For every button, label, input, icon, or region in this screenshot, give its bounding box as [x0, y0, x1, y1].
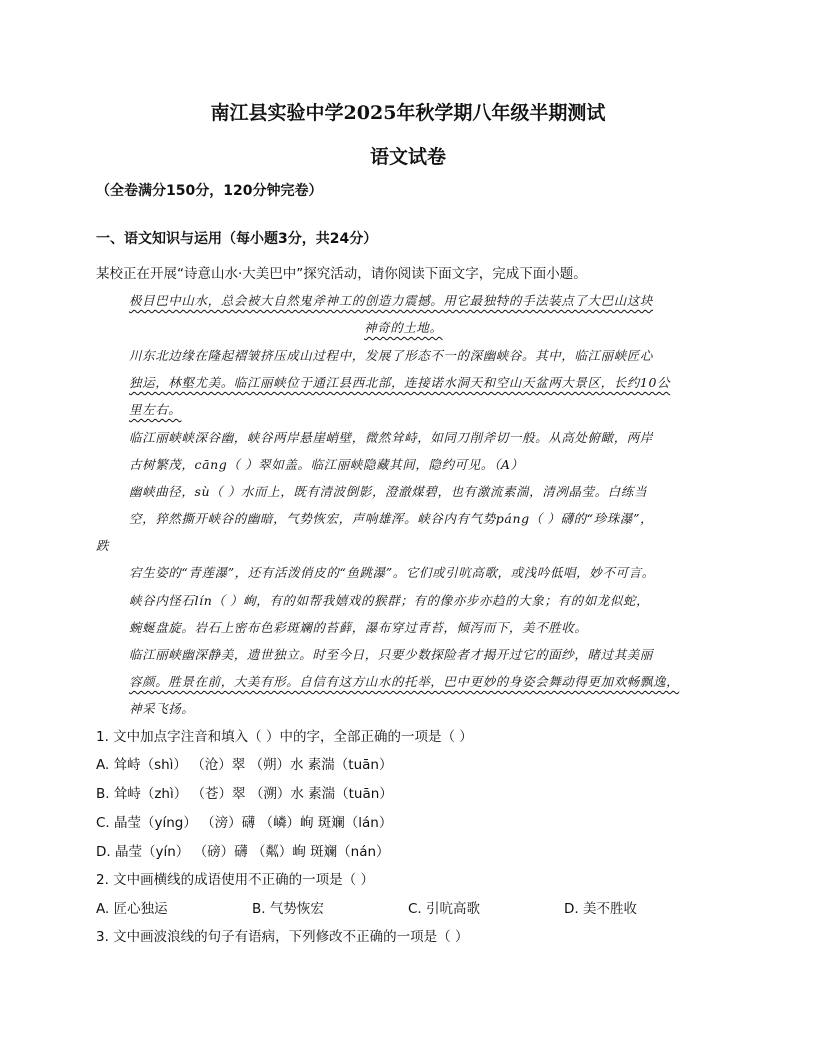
score-note: （全卷满分150分，120分钟完卷） — [96, 183, 323, 199]
passage-line: 古树繁茂，cāng（ ）翠如盖。临江丽峡隐藏其间，隐约可见。（A） — [129, 457, 524, 472]
question-1-option-d[interactable]: D. 晶莹（yín） （磅）礴 （粼）峋 斑斓（nán） — [96, 844, 390, 860]
passage-line: 里左右。 — [129, 402, 182, 417]
passage-line: 跌 — [96, 538, 110, 553]
passage-line: 川东北边缘在隆起褶皱挤压成山过程中，发展了形态不一的深幽峡谷。其中，临江丽峡匠心 — [129, 348, 654, 363]
section-intro: 某校正在开展“诗意山水·大美巴中”探究活动，请你阅读下面文字，完成下面小题。 — [96, 266, 587, 282]
section-heading: 一、语文知识与运用（每小题3分，共24分） — [96, 231, 378, 247]
passage-line: 宕生姿的“青莲瀑”，还有活泼俏皮的“鱼跳瀑”。它们或引吭高歌，或浅吟低唱，妙不可言。 — [129, 565, 655, 580]
question-2-option-c[interactable]: C. 引吭高歌 — [408, 901, 481, 917]
passage-line: 神采飞扬。 — [129, 701, 195, 716]
passage-line: 峡谷内怪石lín（ ）峋，有的如帮我嬉戏的猴群；有的像亦步亦趋的大象；有的如龙似蛇， — [129, 593, 650, 608]
passage-line: 蜿蜒盘旋。岩石上密布色彩斑斓的苔藓，瀑布穿过青苔，倾泻而下，美不胜收。 — [129, 620, 588, 635]
question-1-option-a[interactable]: A. 耸峙（shì） （沧）翠 （朔）水 素湍（tuān） — [96, 757, 393, 773]
passage-line: 幽峡曲径，sù（ ）水而上，既有清波倒影，澄澈煤碧，也有激流素湍，清冽晶莹。白练当 — [129, 484, 648, 499]
question-2-stem: 2. 文中画横线的成语使用不正确的一项是（ ） — [96, 872, 374, 888]
exam-title: 南江县实验中学2025年秋学期八年级半期测试 — [210, 102, 606, 124]
question-1-stem: 1. 文中加点字注音和填入（ ）中的字，全部正确的一项是（ ） — [96, 729, 473, 745]
exam-subtitle: 语文试卷 — [369, 146, 446, 168]
passage-line: 临江丽峡峡深谷幽，峡谷两岸悬崖峭壁，微然耸峙，如同刀削斧切一般。从高处俯瞰，两岸 — [129, 430, 654, 445]
passage-line: 极目巴中山水，总会被大自然鬼斧神工的创造力震撼。用它最独特的手法装点了大巴山这块 — [129, 293, 654, 308]
question-2-option-b[interactable]: B. 气势恢宏 — [252, 901, 324, 917]
passage-line: 独运，林壑尤美。临江丽峡位于通江县西北部，连接诺水洞天和空山天盆两大景区，长约10公 — [129, 375, 671, 390]
question-1-option-b[interactable]: B. 耸峙（zhì） （苍）翠 （溯）水 素湍（tuān） — [96, 786, 393, 802]
passage-line: 临江丽峡幽深静美，遗世独立。时至今日，只要少数探险者才揭开过它的面纱，睹过其美丽 — [129, 647, 654, 662]
passage-line: 容颜。胜景在前，大美有形。自信有这方山水的托举，巴中更妙的身姿会舞动得更加欢畅飘逸， — [129, 674, 680, 689]
passage-line: 空，猝然撕开峡谷的幽暗，气势恢宏，声响雄浑。峡谷内有气势páng（ ）礴的“珍珠瀑”， — [129, 511, 654, 526]
question-2-option-d[interactable]: D. 美不胜收 — [564, 901, 637, 917]
passage-line: 神奇的土地。 — [364, 320, 443, 335]
question-3-stem: 3. 文中画波浪线的句子有语病，下列修改不正确的一项是（ ） — [96, 929, 469, 945]
question-1-option-c[interactable]: C. 晶莹（yíng） （滂）礴 （嶙）峋 斑斓（lán） — [96, 815, 393, 831]
question-2-option-a[interactable]: A. 匠心独运 — [96, 901, 168, 917]
